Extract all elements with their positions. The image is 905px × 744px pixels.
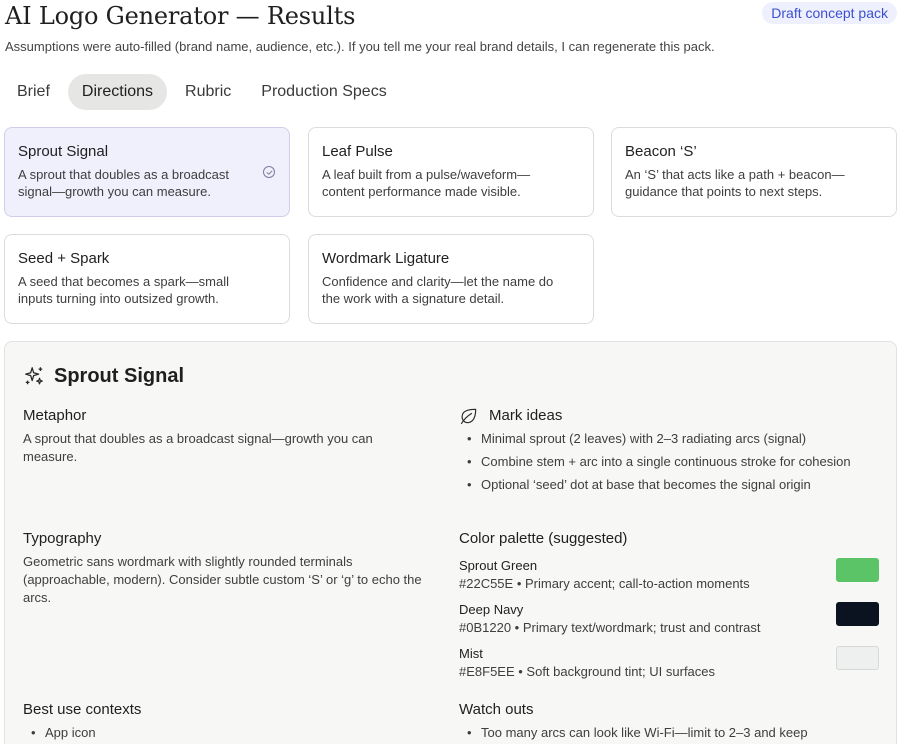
color-desc: #22C55E • Primary accent; call-to-action moments — [459, 576, 750, 591]
page-title: AI Logo Generator — Results — [5, 2, 356, 30]
contexts-list — [23, 724, 423, 742]
color-swatch — [836, 602, 879, 626]
color-palette-heading: Color palette (suggested) — [459, 530, 628, 547]
direction-card-title: Beacon ‘S’ — [625, 143, 697, 160]
direction-card-desc: An ‘S’ that acts like a path + beacon—guidance that points to next steps. — [625, 167, 845, 199]
best-use-contexts-section — [23, 700, 423, 744]
watchouts-list — [459, 724, 879, 742]
metaphor-heading: Metaphor — [23, 407, 87, 424]
tab-production-specs[interactable]: Production Specs — [261, 83, 387, 100]
direction-card-desc: A seed that becomes a spark—small inputs turning into outsized growth. — [18, 274, 229, 306]
leaf-icon — [459, 406, 479, 426]
color-name: Mist — [459, 646, 483, 661]
direction-card-sprout-signal[interactable] — [4, 127, 290, 217]
list-item: • Minimal sprout (2 leaves) with 2–3 radiating arcs (signal) — [459, 430, 879, 448]
metaphor-section — [23, 406, 423, 466]
list-item: • App icon — [23, 724, 423, 742]
direction-card-title: Leaf Pulse — [322, 143, 393, 160]
color-desc: #E8F5EE • Soft background tint; UI surfaces — [459, 664, 716, 679]
mark-ideas-heading-row — [459, 406, 879, 426]
direction-detail-panel — [4, 341, 897, 744]
color-desc: #0B1220 • Primary text/wordmark; trust and contrast — [459, 620, 761, 635]
direction-card-leaf-pulse[interactable] — [308, 127, 594, 217]
typography-section — [23, 529, 423, 607]
tab-directions[interactable]: Directions — [68, 74, 167, 110]
selected-check-icon — [263, 166, 275, 178]
watchouts-heading: Watch outs — [459, 701, 534, 718]
color-list — [459, 553, 879, 683]
direction-card-title: Sprout Signal — [18, 143, 109, 160]
tab-bar — [5, 74, 405, 110]
typography-heading: Typography — [23, 530, 102, 547]
mark-ideas-list — [459, 430, 879, 494]
watch-outs-section — [459, 700, 879, 744]
tab-rubric[interactable]: Rubric — [185, 83, 232, 100]
direction-card-desc: A leaf built from a pulse/waveform—content performance made visible. — [322, 167, 531, 199]
page-header — [5, 0, 900, 36]
draft-badge: Draft concept pack — [762, 2, 897, 24]
list-item: • Optional ‘seed’ dot at base that becomes the signal origin — [459, 476, 879, 494]
direction-card-title: Wordmark Ligature — [322, 250, 450, 267]
detail-title: Sprout Signal — [54, 365, 184, 387]
direction-card-desc: A sprout that doubles as a broadcast signal—growth you can measure. — [18, 167, 230, 199]
assumptions-note: Assumptions were auto-filled (brand name, audience, etc.). If you tell me your real brand details, I can regenerate this pack. — [5, 39, 715, 54]
color-palette-section — [459, 529, 879, 683]
color-name: Sprout Green — [459, 558, 538, 573]
direction-card-wordmark-ligature[interactable] — [308, 234, 594, 324]
contexts-heading: Best use contexts — [23, 701, 142, 718]
direction-card-beacon-s[interactable] — [611, 127, 897, 217]
direction-card-title: Seed + Spark — [18, 250, 110, 267]
color-row-deep-navy — [459, 601, 879, 641]
direction-card-desc: Confidence and clarity—let the name do the work with a signature detail. — [322, 274, 554, 306]
metaphor-text: A sprout that doubles as a broadcast signal—growth you can measure. — [23, 431, 373, 464]
tab-brief[interactable]: Brief — [17, 83, 50, 100]
list-item: • Combine stem + arc into a single continuous stroke for cohesion — [459, 453, 879, 471]
color-swatch — [836, 558, 879, 582]
color-row-mist — [459, 645, 879, 685]
detail-header — [23, 362, 184, 390]
color-row-sprout-green — [459, 557, 879, 597]
mark-ideas-heading: Mark ideas — [489, 407, 563, 424]
color-swatch — [836, 646, 879, 670]
sparkles-icon — [23, 365, 45, 387]
list-item: • Too many arcs can look like Wi‑Fi—limit to 2–3 and keep — [459, 724, 879, 742]
mark-ideas-section — [459, 406, 879, 499]
typography-text: Geometric sans wordmark with slightly rounded terminals (approachable, modern). Consider subtle custom ‘S’ or ‘g’ to echo the arcs. — [23, 554, 422, 605]
direction-card-seed-spark[interactable] — [4, 234, 290, 324]
color-name: Deep Navy — [459, 602, 524, 617]
